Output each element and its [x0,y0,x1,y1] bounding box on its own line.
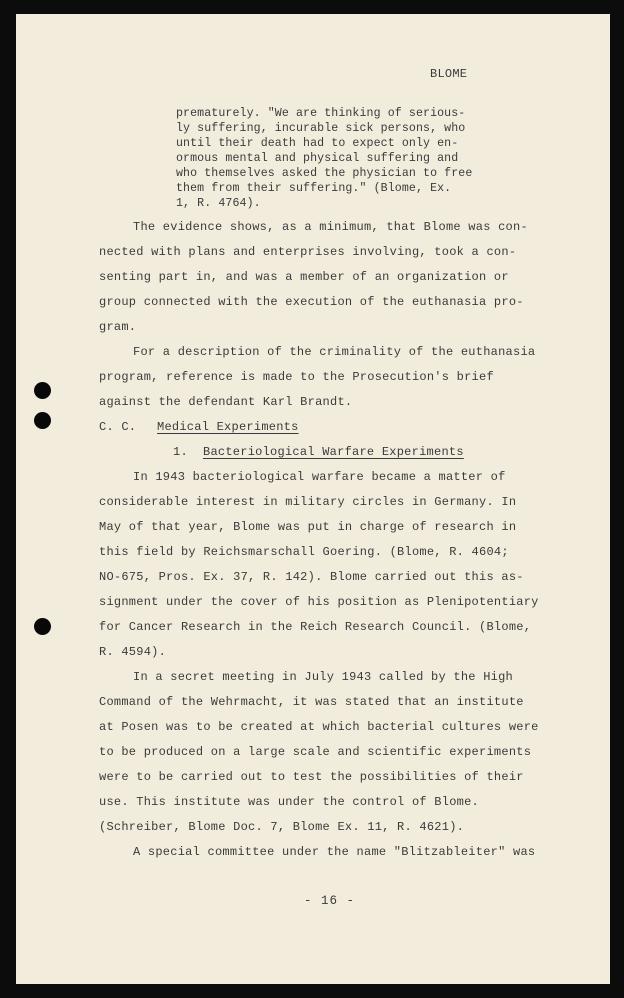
paragraph-line: senting part in, and was a member of an organization or [99,270,509,284]
paragraph-line: May of that year, Blome was put in charge of research in [99,520,517,534]
paragraph-line: considerable interest in military circles in Germany. In [99,495,517,509]
subsection-number: 1. [173,445,188,459]
section-heading: Medical Experiments [157,420,299,434]
page-header: BLOME [430,67,468,81]
punch-hole [34,382,51,399]
quote-line: 1, R. 4764). [176,197,261,210]
paragraph-line: to be produced on a large scale and scientific experiments [99,745,532,759]
paragraph-line: for Cancer Research in the Reich Research Council. (Blome, [99,620,532,634]
paragraph-line: Command of the Wehrmacht, it was stated that an institute [99,695,524,709]
paragraph-line: against the defendant Karl Brandt. [99,395,353,409]
paragraph-line: gram. [99,320,137,334]
paragraph-line: group connected with the execution of the euthanasia pro- [99,295,524,309]
paragraph-line: R. 4594). [99,645,167,659]
section-marks: C. C. [99,420,137,434]
quote-line: prematurely. "We are thinking of serious- [176,107,466,120]
paragraph-line: For a description of the criminality of the euthanasia [133,345,536,359]
paragraph-line: In a secret meeting in July 1943 called by the High [133,670,514,684]
paragraph-line: A special committee under the name "Blitzableiter" was [133,845,536,859]
quote-line: until their death had to expect only en- [176,137,459,150]
punch-hole [34,412,51,429]
paragraph-line: use. This institute was under the control of Blome. [99,795,480,809]
quote-line: who themselves asked the physician to free [176,167,473,180]
paragraph-line: (Schreiber, Blome Doc. 7, Blome Ex. 11, R. 4621). [99,820,465,834]
paragraph-line: signment under the cover of his position as Plenipotentiary [99,595,539,609]
paragraph-line: NO-675, Pros. Ex. 37, R. 142). Blome carried out this as- [99,570,524,584]
paragraph-line: program, reference is made to the Prosecution's brief [99,370,494,384]
quote-line: ormous mental and physical suffering and [176,152,459,165]
paragraph-line: at Posen was to be created at which bacterial cultures were [99,720,539,734]
paragraph-line: nected with plans and enterprises involving, took a con- [99,245,517,259]
subsection-heading: Bacteriological Warfare Experiments [203,445,464,459]
paragraph-line: In 1943 bacteriological warfare became a matter of [133,470,506,484]
paragraph-line: The evidence shows, as a minimum, that Blome was con- [133,220,528,234]
paragraph-line: this field by Reichsmarschall Goering. (Blome, R. 4604; [99,545,509,559]
page-number: - 16 - [304,894,356,908]
quote-line: ly suffering, incurable sick persons, who [176,122,466,135]
document-page [16,14,610,984]
quote-line: them from their suffering." (Blome, Ex. [176,182,452,195]
paragraph-line: were to be carried out to test the possibilities of their [99,770,524,784]
punch-hole [34,618,51,635]
